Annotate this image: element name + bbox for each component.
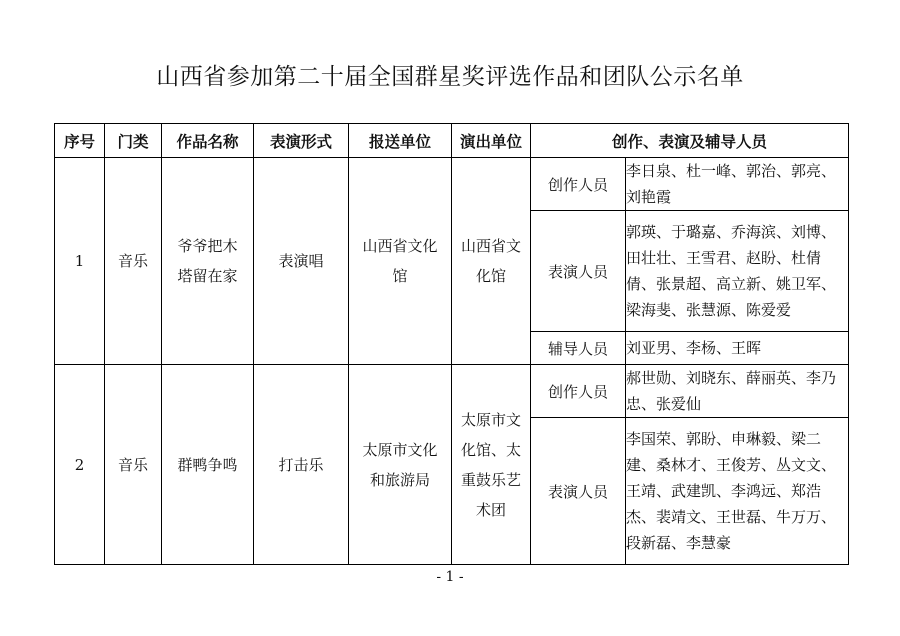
header-serial: 序号 (55, 124, 105, 158)
performance-form-cell: 打击乐 (254, 365, 349, 565)
header-performance-form: 表演形式 (254, 124, 349, 158)
header-work-name: 作品名称 (162, 124, 254, 158)
category-cell: 音乐 (105, 158, 162, 365)
page-number: - 1 - (436, 569, 464, 585)
serial-cell: 2 (55, 365, 105, 565)
role-cell: 辅导人员 (531, 332, 626, 365)
names-cell: 李日泉、杜一峰、郭治、郭亮、刘艳霞 (626, 158, 849, 211)
table-row (55, 365, 849, 418)
header-performing-unit: 演出单位 (452, 124, 531, 158)
performing-unit-cell: 山西省文化馆 (452, 158, 531, 365)
work-name-cell: 爷爷把木塔留在家 (162, 158, 254, 365)
role-cell: 表演人员 (531, 211, 626, 332)
table-header-row (55, 124, 849, 158)
table-row (55, 158, 849, 211)
header-category: 门类 (105, 124, 162, 158)
role-cell: 创作人员 (531, 365, 626, 418)
performance-form-cell: 表演唱 (254, 158, 349, 365)
award-list-table (54, 123, 849, 565)
names-cell: 郭瑛、于璐嘉、乔海滨、刘博、田壮壮、王雪君、赵盼、杜倩倩、张景超、高立新、姚卫军、梁海斐、张慧源、陈爱爱 (626, 211, 849, 332)
header-staff: 创作、表演及辅导人员 (531, 124, 849, 158)
serial-cell: 1 (55, 158, 105, 365)
document-title: 山西省参加第二十届全国群星奖评选作品和团队公示名单 (156, 64, 744, 90)
submitting-unit-cell: 太原市文化和旅游局 (349, 365, 452, 565)
submitting-unit-cell: 山西省文化馆 (349, 158, 452, 365)
role-cell: 创作人员 (531, 158, 626, 211)
names-cell: 李国荣、郭盼、申琳毅、梁二建、桑林才、王俊芳、丛文文、王靖、武建凯、李鸿远、郑浩杰、裴靖文、王世磊、牛万万、段新磊、李慧豪 (626, 418, 849, 565)
category-cell: 音乐 (105, 365, 162, 565)
header-submitting-unit: 报送单位 (349, 124, 452, 158)
work-name-cell: 群鸭争鸣 (162, 365, 254, 565)
names-cell: 刘亚男、李杨、王晖 (626, 332, 849, 365)
role-cell: 表演人员 (531, 418, 626, 565)
names-cell: 郝世勋、刘晓东、薛丽英、李乃忠、张爱仙 (626, 365, 849, 418)
performing-unit-cell: 太原市文化馆、太重鼓乐艺术团 (452, 365, 531, 565)
